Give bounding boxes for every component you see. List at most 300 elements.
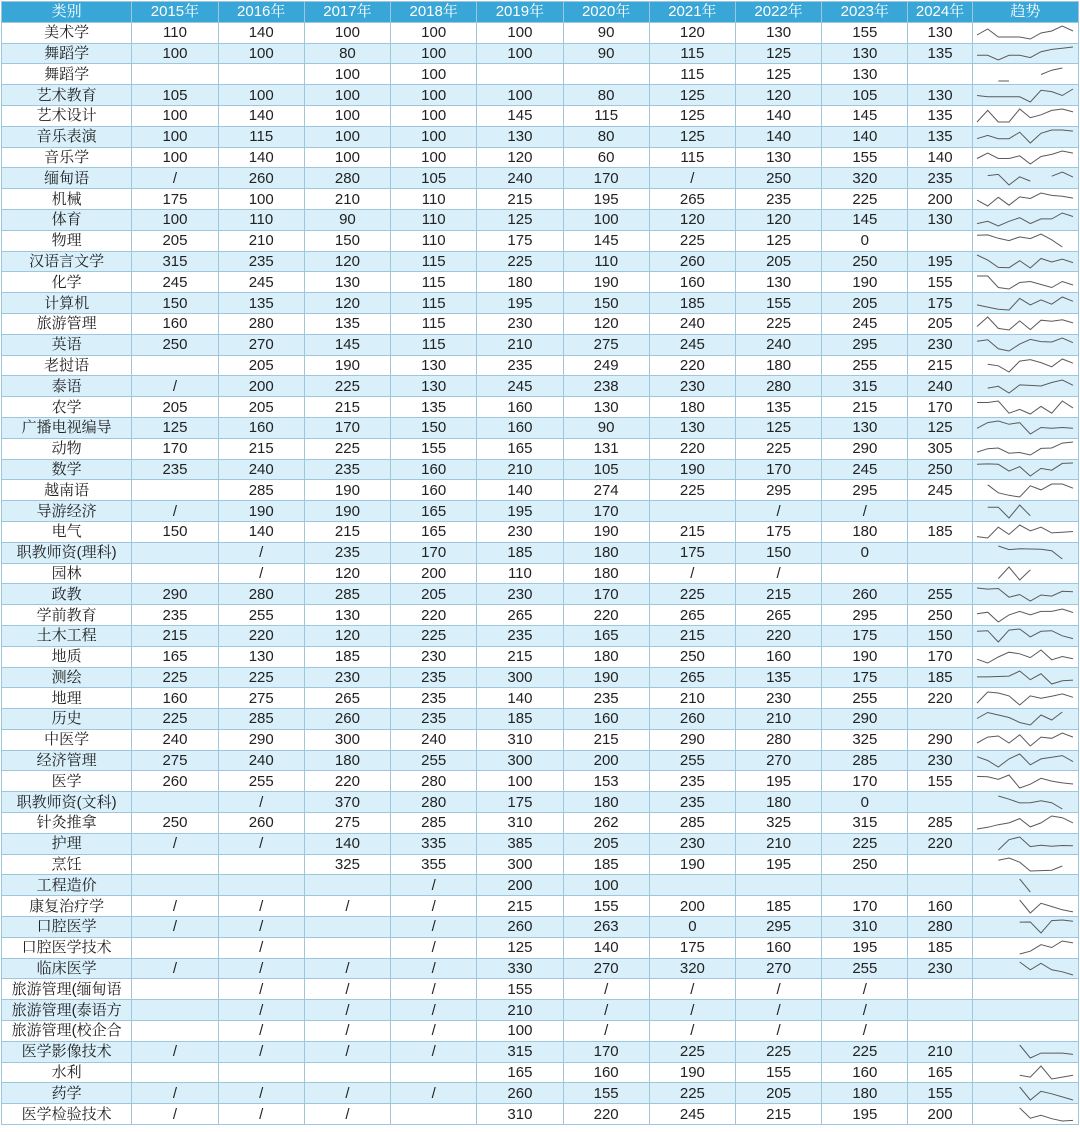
score-cell: 100 [218,189,304,210]
score-cell [132,792,218,813]
score-cell: 235 [391,709,477,730]
trend-sparkline [973,689,1077,708]
score-cell: 180 [649,397,735,418]
trend-cell [972,168,1078,189]
score-cell: 175 [649,542,735,563]
category-cell: 艺术教育 [2,85,132,106]
trend-sparkline [973,314,1077,333]
score-cell: / [822,1000,908,1021]
score-cell: 280 [218,584,304,605]
score-cell [908,501,972,522]
table-row [2,126,1079,147]
score-cell: 215 [132,625,218,646]
score-cell: 210 [218,230,304,251]
score-cell: 265 [304,688,390,709]
score-cell: 335 [391,833,477,854]
score-cell: 100 [391,147,477,168]
score-cell: 235 [304,459,390,480]
score-cell: 240 [218,750,304,771]
score-cell: 90 [563,417,649,438]
category-cell: 旅游管理(缅甸语 [2,979,132,1000]
trend-line [1019,1045,1072,1058]
score-cell: 285 [304,584,390,605]
trend-sparkline [973,44,1077,63]
score-cell: 190 [304,480,390,501]
trend-line [1019,900,1072,913]
score-cell: 290 [649,729,735,750]
score-cell: 185 [477,709,563,730]
score-cell: 225 [132,667,218,688]
score-cell: 115 [391,293,477,314]
score-cell [132,1021,218,1042]
category-cell: 园林 [2,563,132,584]
table-row [2,168,1079,189]
score-cell: 170 [908,646,972,667]
score-cell: 90 [563,22,649,43]
trend-sparkline [973,1001,1077,1020]
score-cell: 185 [908,667,972,688]
score-cell: / [132,917,218,938]
score-cell: 250 [649,646,735,667]
trend-cell [972,147,1078,168]
score-cell [908,875,972,896]
score-cell: 235 [736,189,822,210]
score-cell [649,875,735,896]
score-cell: / [132,833,218,854]
score-cell: / [132,376,218,397]
score-cell: 125 [908,417,972,438]
table-row [2,521,1079,542]
category-cell: 水利 [2,1062,132,1083]
trend-sparkline [973,834,1077,853]
score-cell: 190 [649,459,735,480]
category-cell: 艺术设计 [2,105,132,126]
score-cell: 170 [391,542,477,563]
score-cell: 260 [218,168,304,189]
score-cell: 260 [132,771,218,792]
score-cell: 160 [563,709,649,730]
header-year: 2019年 [477,2,563,23]
score-cell: / [649,563,735,584]
score-cell: 170 [563,501,649,522]
score-cell [132,542,218,563]
score-cell: 115 [391,272,477,293]
score-cell: 115 [391,313,477,334]
trend-sparkline [973,460,1077,479]
trend-sparkline [973,65,1077,84]
score-cell: 250 [132,334,218,355]
score-cell: 235 [649,771,735,792]
trend-sparkline [973,668,1077,687]
score-cell: 275 [304,813,390,834]
score-cell: 150 [391,417,477,438]
score-cell [218,854,304,875]
table-row [2,334,1079,355]
score-cell: 130 [822,43,908,64]
score-cell: 150 [908,625,972,646]
trend-sparkline [973,148,1077,167]
trend-line [977,89,1073,102]
score-cell: 160 [908,896,972,917]
score-cell: 170 [563,1041,649,1062]
score-cell: 135 [736,667,822,688]
trend-cell [972,896,1078,917]
trend-sparkline [973,481,1077,500]
score-cell: 225 [736,1041,822,1062]
category-cell: 旅游管理 [2,313,132,334]
table-row [2,480,1079,501]
trend-line [977,650,1073,663]
score-cell: 115 [649,64,735,85]
score-cell: 155 [563,896,649,917]
score-cell: 130 [908,209,972,230]
score-cell: 260 [822,584,908,605]
score-cell: 240 [649,313,735,334]
table-row [2,563,1079,584]
score-cell: 150 [563,293,649,314]
score-cell: 330 [477,958,563,979]
score-cell: 140 [218,521,304,542]
score-cell: / [649,168,735,189]
table-row [2,397,1079,418]
score-cell: / [304,896,390,917]
score-cell: 190 [563,272,649,293]
score-cell: 230 [908,958,972,979]
score-cell: 235 [304,542,390,563]
score-cell: 125 [736,230,822,251]
score-cell: 295 [822,334,908,355]
trend-line [1019,962,1072,975]
category-cell: 计算机 [2,293,132,314]
trend-line [998,567,1030,580]
score-cell: 100 [132,43,218,64]
score-cell: / [563,979,649,1000]
trend-sparkline [973,626,1077,645]
score-cell [908,979,972,1000]
score-cell: 355 [391,854,477,875]
score-cell: / [132,896,218,917]
score-cell: 175 [822,625,908,646]
score-cell: 190 [563,521,649,542]
trend-line [998,837,1073,850]
score-cell: 255 [822,958,908,979]
score-cell: 255 [218,605,304,626]
score-cell: 220 [649,355,735,376]
score-cell: 100 [132,126,218,147]
trend-line [977,26,1073,39]
score-cell: 235 [391,688,477,709]
score-cell: 200 [649,896,735,917]
score-cell: 385 [477,833,563,854]
score-cell: 235 [132,605,218,626]
score-cell: 255 [391,750,477,771]
trend-line [977,671,1073,684]
category-cell: 电气 [2,521,132,542]
score-cell: 205 [218,397,304,418]
score-cell: 150 [304,230,390,251]
score-cell: 200 [218,376,304,397]
score-cell: 265 [477,605,563,626]
score-cell: 290 [822,709,908,730]
score-cell: 130 [391,355,477,376]
score-cell: / [391,1000,477,1021]
score-cell: 105 [563,459,649,480]
score-cell: 180 [563,542,649,563]
trend-cell [972,937,1078,958]
score-cell: 135 [218,293,304,314]
table-row [2,729,1079,750]
trend-line [977,421,1073,434]
score-cell: 100 [477,22,563,43]
score-cell: 135 [908,126,972,147]
score-cell: 185 [304,646,390,667]
score-cell: / [736,501,822,522]
score-cell: 170 [908,397,972,418]
trend-line [977,317,1073,330]
score-cell: / [218,979,304,1000]
score-cell: 140 [304,833,390,854]
trend-cell [972,563,1078,584]
score-cell: 155 [822,147,908,168]
score-cell: 240 [908,376,972,397]
category-cell: 老挝语 [2,355,132,376]
score-cell: 300 [304,729,390,750]
score-cell: 300 [477,854,563,875]
score-cell: 225 [391,625,477,646]
trend-sparkline [973,585,1077,604]
trend-sparkline [973,897,1077,916]
score-cell: 100 [304,85,390,106]
trend-line [977,775,1073,788]
score-cell: 215 [477,189,563,210]
score-cell: 225 [649,480,735,501]
category-cell: 泰语 [2,376,132,397]
header-year: 2020年 [563,2,649,23]
score-cell: 238 [563,376,649,397]
table-row [2,1041,1079,1062]
trend-cell [972,251,1078,272]
trend-cell [972,501,1078,522]
score-cell: 190 [649,854,735,875]
table-row [2,667,1079,688]
trend-cell [972,1104,1078,1125]
score-cell: 105 [132,85,218,106]
score-cell: 265 [649,605,735,626]
trend-cell [972,1021,1078,1042]
category-cell: 地质 [2,646,132,667]
score-cell: / [391,896,477,917]
score-cell: 270 [218,334,304,355]
score-cell: 245 [908,480,972,501]
score-cell [132,875,218,896]
score-cell: 80 [563,126,649,147]
score-cell [908,792,972,813]
category-cell: 口腔医学技术 [2,937,132,958]
score-cell: 180 [822,1083,908,1104]
trend-cell [972,313,1078,334]
table-row [2,709,1079,730]
table-row [2,1083,1079,1104]
score-cell: 0 [822,230,908,251]
score-cell: 160 [477,417,563,438]
score-cell: 165 [391,501,477,522]
category-cell: 学前教育 [2,605,132,626]
score-cell: 135 [304,313,390,334]
trend-sparkline [973,564,1077,583]
score-cell: 215 [908,355,972,376]
table-row [2,64,1079,85]
score-cell: / [736,1021,822,1042]
score-cell: 225 [132,709,218,730]
score-cell: 240 [218,459,304,480]
trend-line [977,130,1073,143]
score-cell: 315 [132,251,218,272]
score-cell: 140 [736,105,822,126]
score-cell: 140 [218,105,304,126]
table-row [2,85,1079,106]
score-cell: 165 [908,1062,972,1083]
score-cell: 110 [563,251,649,272]
trend-line [977,754,1073,767]
score-cell: / [218,896,304,917]
score-cell: / [391,1041,477,1062]
score-cell: 260 [649,709,735,730]
score-cell: 250 [736,168,822,189]
table-row [2,979,1079,1000]
table-row [2,22,1079,43]
score-cell: / [218,1000,304,1021]
header-category: 类别 [2,2,132,23]
score-cell: 160 [391,459,477,480]
score-cell: 200 [477,875,563,896]
category-cell: 中医学 [2,729,132,750]
trend-line [977,213,1073,226]
score-cell: 125 [132,417,218,438]
score-cell: 120 [304,563,390,584]
category-cell: 临床医学 [2,958,132,979]
score-cell: 175 [132,189,218,210]
trend-sparkline [973,1084,1077,1103]
score-cell: 195 [563,189,649,210]
score-cell [908,563,972,584]
table-row [2,875,1079,896]
score-cell: 185 [908,521,972,542]
score-cell: / [563,1021,649,1042]
score-cell: 0 [822,792,908,813]
trend-cell [972,854,1078,875]
trend-sparkline [973,398,1077,417]
score-cell: 185 [563,854,649,875]
table-row [2,688,1079,709]
table-row [2,1021,1079,1042]
score-cell: 140 [822,126,908,147]
score-cell [218,875,304,896]
score-cell: 200 [908,189,972,210]
score-cell: 225 [649,1041,735,1062]
score-cell: 310 [477,729,563,750]
score-cell: 100 [304,105,390,126]
trend-cell [972,43,1078,64]
score-cell: 220 [304,771,390,792]
trend-line [1019,1066,1072,1079]
score-cell: 275 [563,334,649,355]
table-row [2,854,1079,875]
trend-line [977,276,1073,289]
trend-cell [972,230,1078,251]
score-cell: / [132,958,218,979]
score-cell: 110 [391,230,477,251]
score-cell: 240 [391,729,477,750]
score-cell: 115 [649,43,735,64]
score-cell: 100 [391,43,477,64]
table-row [2,813,1079,834]
table-row [2,625,1079,646]
category-cell: 职教师资(理科) [2,542,132,563]
trend-sparkline [973,980,1077,999]
score-cell: 120 [304,293,390,314]
score-cell: 160 [563,1062,649,1083]
score-cell: 210 [908,1041,972,1062]
score-cell: 155 [908,272,972,293]
category-cell: 物理 [2,230,132,251]
table-body [2,22,1079,1124]
score-cell: 215 [218,438,304,459]
trend-line [977,733,1073,746]
score-cell: 105 [391,168,477,189]
trend-cell [972,646,1078,667]
score-cell: 235 [649,792,735,813]
score-cell: 160 [649,272,735,293]
score-cell: 190 [304,355,390,376]
score-cell: 225 [736,313,822,334]
score-cell: 131 [563,438,649,459]
table-row [2,750,1079,771]
score-cell: 205 [822,293,908,314]
score-cell: 225 [218,667,304,688]
score-cell: 260 [649,251,735,272]
score-cell: 125 [649,126,735,147]
score-cell: 275 [132,750,218,771]
header-year: 2021年 [649,2,735,23]
trend-line [998,858,1062,871]
trend-line [977,588,1073,601]
trend-cell [972,688,1078,709]
score-cell [908,854,972,875]
score-cell [563,64,649,85]
score-cell [132,854,218,875]
score-cell: 130 [477,126,563,147]
score-cell: 130 [736,272,822,293]
score-cell [908,542,972,563]
score-cell: 205 [908,313,972,334]
category-cell: 政教 [2,584,132,605]
trend-line [977,297,1073,310]
score-cell: 100 [477,771,563,792]
score-cell: 80 [304,43,390,64]
table-row [2,376,1079,397]
score-cell: 230 [304,667,390,688]
table-row [2,417,1079,438]
score-cell: 130 [304,605,390,626]
score-cell: 215 [304,521,390,542]
category-cell: 美术学 [2,22,132,43]
score-cell: 0 [822,542,908,563]
score-cell: 100 [132,147,218,168]
trend-sparkline [973,751,1077,770]
score-cell: 235 [391,667,477,688]
score-cell: 170 [563,168,649,189]
score-cell: / [391,979,477,1000]
